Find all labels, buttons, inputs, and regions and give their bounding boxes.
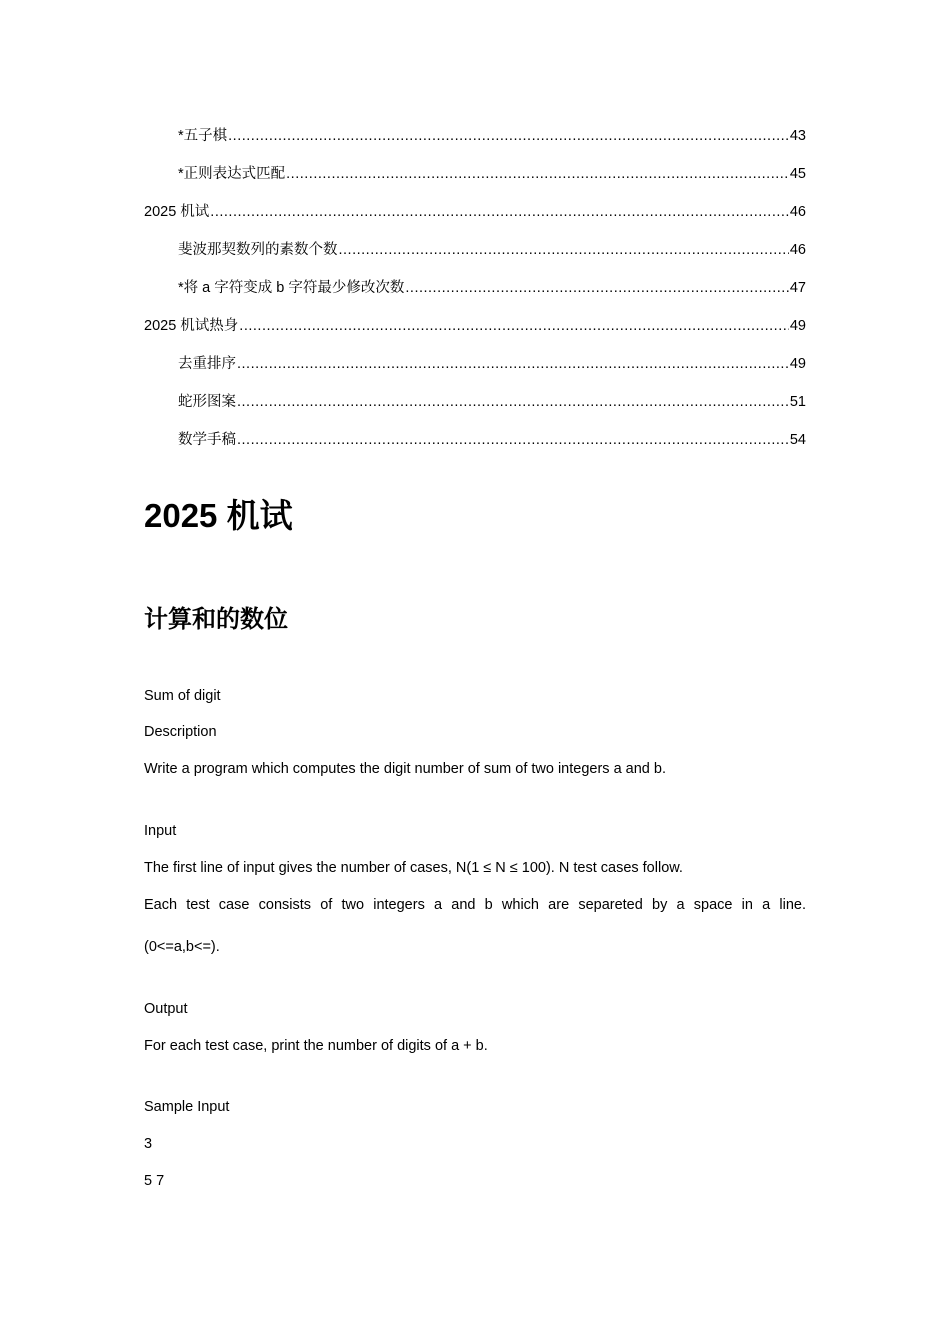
problem-heading: 计算和的数位	[144, 606, 288, 633]
toc-entry-title: 2025 机试热身	[144, 318, 239, 334]
toc-entry-title: 去重排序	[178, 356, 236, 372]
toc-entry-page: 49	[789, 356, 806, 372]
toc-entry-page: 54	[789, 432, 806, 448]
toc-entry-page: 43	[789, 128, 806, 144]
toc-entry-page: 45	[789, 166, 806, 182]
toc-dot-leader	[228, 124, 789, 148]
toc-entry[interactable]	[144, 200, 806, 238]
toc-entry[interactable]	[144, 162, 806, 200]
toc-entry-title: *五子棋	[178, 128, 228, 144]
input-label: Input	[144, 823, 177, 839]
toc-dot-leader	[339, 238, 789, 262]
toc-dot-leader	[237, 352, 789, 376]
toc-entry[interactable]	[144, 314, 806, 352]
toc-dot-leader	[286, 162, 789, 186]
toc-entry[interactable]	[144, 428, 806, 466]
toc-dot-leader	[405, 276, 788, 300]
description-text: Write a program which computes the digit number of sum of two integers a and b.	[144, 761, 666, 777]
problem-name: Sum of digit	[144, 688, 221, 704]
toc-entry-title: 数学手稿	[178, 432, 236, 448]
toc-dot-leader	[237, 390, 789, 414]
toc-entry-page: 47	[789, 280, 806, 296]
section-heading: 2025 机试	[144, 497, 293, 534]
toc-dot-leader	[210, 200, 789, 224]
toc-entry-page: 51	[789, 394, 806, 410]
output-label: Output	[144, 1001, 188, 1017]
toc-entry[interactable]	[144, 276, 806, 314]
toc-entry[interactable]	[144, 390, 806, 428]
toc-entry-page: 49	[789, 318, 806, 334]
description-label: Description	[144, 724, 217, 740]
sample-input-line: 3	[144, 1136, 153, 1152]
sample-input-line: 5 7	[144, 1173, 165, 1189]
toc-entry-title: 2025 机试	[144, 204, 210, 220]
output-text: For each test case, print the number of digits of a + b.	[144, 1038, 488, 1054]
sample-input-label: Sample Input	[144, 1099, 230, 1115]
toc-entry[interactable]	[144, 124, 806, 162]
toc-dot-leader	[237, 428, 789, 452]
toc-entry-page: 46	[789, 242, 806, 258]
toc-dot-leader	[239, 314, 789, 338]
toc-entry-title: *将 a 字符变成 b 字符最少修改次数	[178, 280, 405, 296]
toc-entry-title: 斐波那契数列的素数个数	[178, 242, 338, 258]
toc-entry[interactable]	[144, 352, 806, 390]
table-of-contents	[144, 124, 806, 466]
toc-entry-page: 46	[789, 204, 806, 220]
toc-entry-title: *正则表达式匹配	[178, 166, 286, 182]
input-text-line-3: (0<=a,b<=).	[144, 939, 220, 955]
input-text-line-1: The first line of input gives the number of cases, N(1 ≤ N ≤ 100). N test cases follow.	[144, 860, 683, 876]
toc-entry-title: 蛇形图案	[178, 394, 236, 410]
toc-entry[interactable]	[144, 238, 806, 276]
input-text-line-2: Each test case consists of two integers a and b which are separeted by a space in a line.	[144, 897, 806, 913]
